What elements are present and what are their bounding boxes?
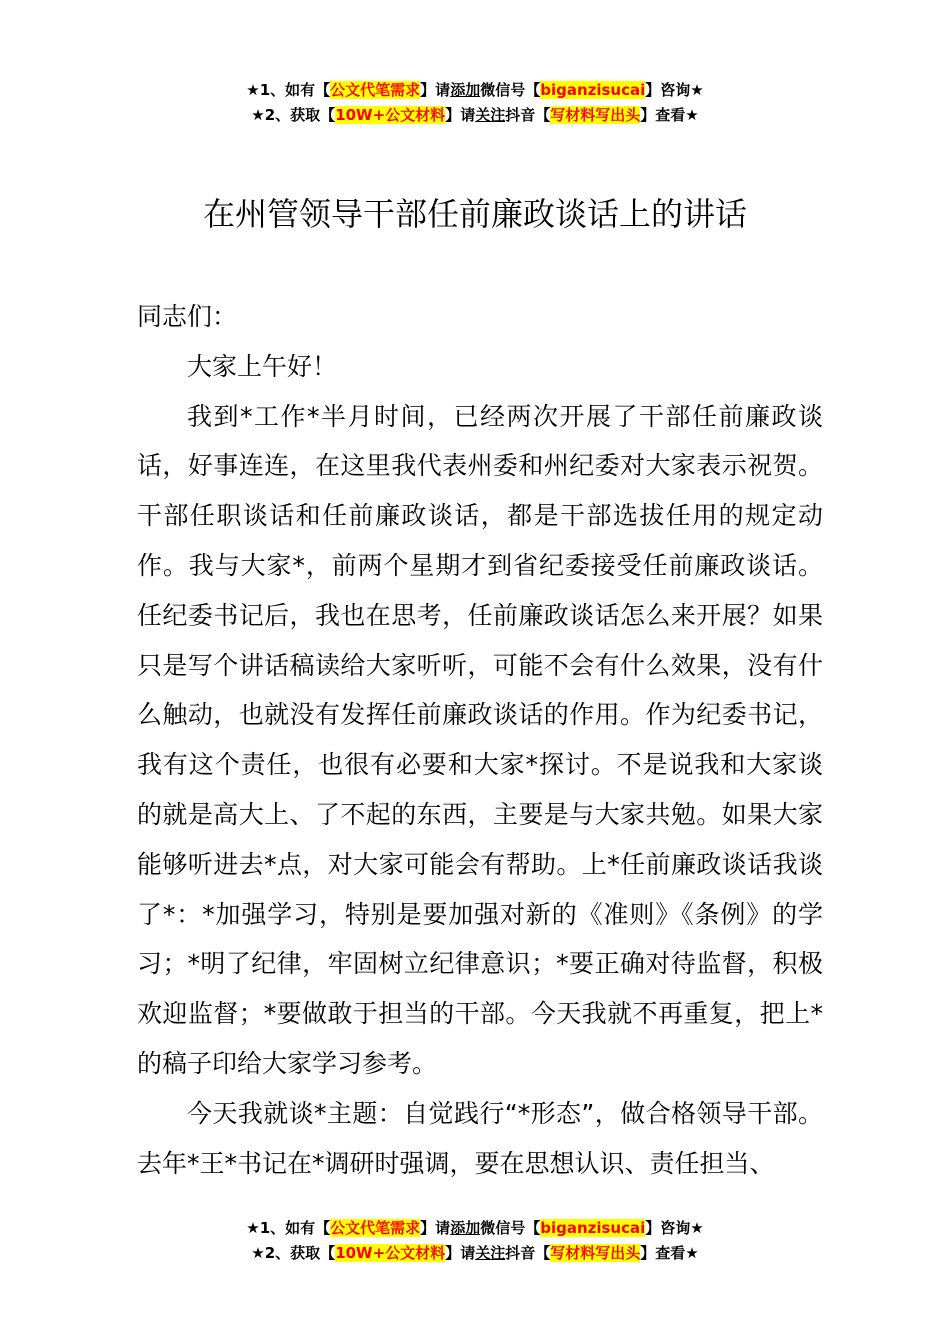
highlight-ghostwriting: 公文代笔需求: [330, 81, 421, 99]
header-banner: [0, 78, 950, 128]
paragraph: 我到*工作*半月时间，已经两次开展了干部任前廉政谈话，好事连连，在这里我代表州委和州纪委对大家表示祝贺。干部任职谈话和任前廉政谈话，都是干部选拔任用的规定动作。我与大家*，前两个星期才到省纪委接受任前廉政谈话。任纪委书记后，我也在思考，任前廉政谈话怎么来开展？如果只是写个讲话稿读给大家听听，可能不会有什么效果，没有什么触动，也就没有发挥任前廉政谈话的作用。作为纪委书记，我有这个责任，也很有必要和大家*探讨。不是说我和大家谈的就是高大上、了不起的东西，主要是与大家共勉。如果大家能够听进去*点，对大家可能会有帮助。上*任前廉政谈话我谈了*：*加强学习，特别是要加强对新的《准则》《条例》的学习；*明了纪律，牢固树立纪律意识；*要正确对待监督，积极欢迎监督；*要做敢于担当的干部。今天我就不再重复，把上*的稿子印给大家学习参考。: [137, 401, 823, 1078]
banner-line-1: ★1、如有【公文代笔需求】请添加微信号【biganzisucai】咨询★: [246, 81, 704, 99]
highlight-ghostwriting: 公文代笔需求: [330, 1219, 421, 1237]
highlight-douyin-account: 写材料写出头: [550, 1244, 641, 1262]
banner-line-2: ★2、获取【10W+公文材料】请关注抖音【写材料写出头】查看★: [251, 1244, 699, 1262]
highlight-douyin-account: 写材料写出头: [550, 106, 641, 124]
greeting: 大家上午好！: [187, 351, 338, 381]
salutation: 同志们：: [137, 302, 238, 331]
highlight-materials: 10W+公文材料: [335, 1244, 446, 1262]
banner-line-2: ★2、获取【10W+公文材料】请关注抖音【写材料写出头】查看★: [251, 106, 699, 124]
document-body: [137, 292, 823, 1188]
highlight-wechat-id: biganzisucai: [540, 81, 646, 99]
highlight-wechat-id: biganzisucai: [540, 1219, 646, 1237]
document-title: 在州管领导干部任前廉政谈话上的讲话: [202, 195, 747, 233]
footer-banner: [0, 1216, 950, 1266]
banner-line-1: ★1、如有【公文代笔需求】请添加微信号【biganzisucai】咨询★: [246, 1219, 704, 1237]
paragraph: 今天我就谈*主题：自觉践行“*形态”，做合格领导干部。去年*王*书记在*调研时强调，要在思想认识、责任担当、: [137, 1098, 823, 1178]
highlight-materials: 10W+公文材料: [335, 106, 446, 124]
